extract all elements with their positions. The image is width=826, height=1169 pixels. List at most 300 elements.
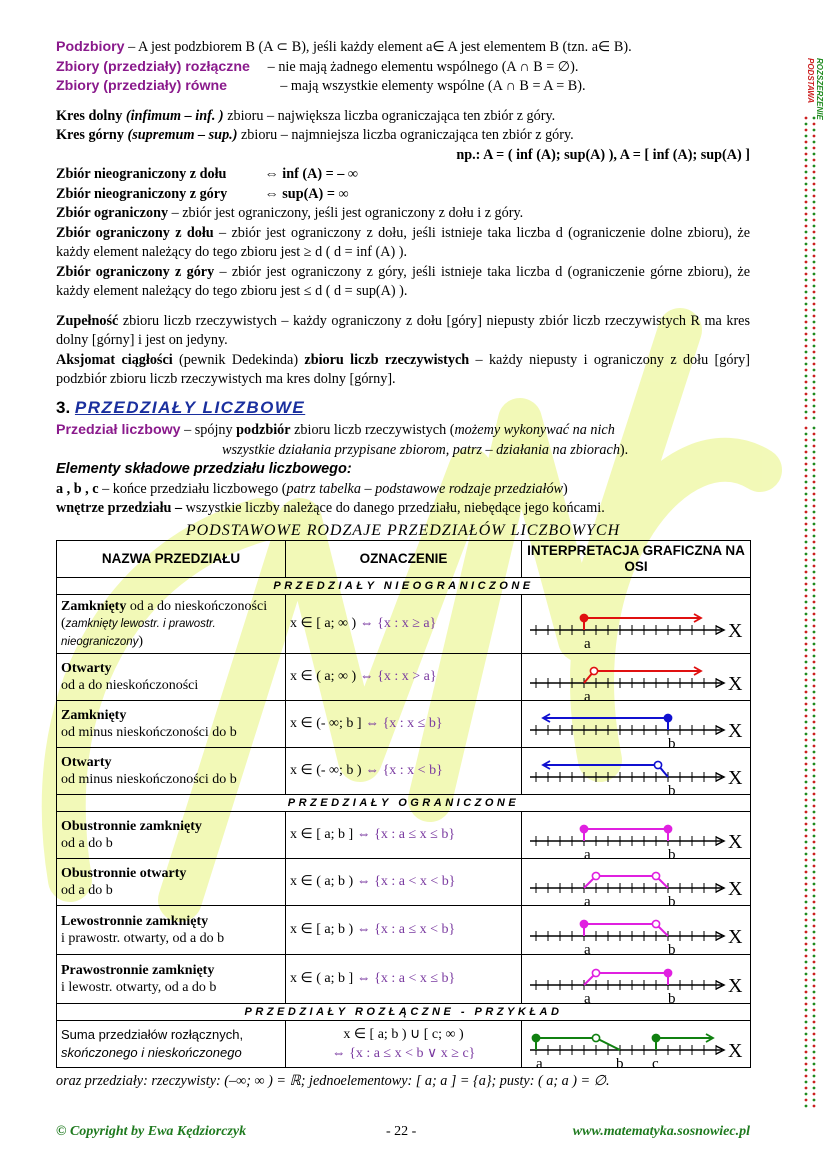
side-dot (805, 985, 808, 988)
side-dot (805, 781, 808, 784)
side-dot (813, 547, 816, 550)
side-dot (813, 1009, 816, 1012)
side-dot (805, 159, 808, 162)
axiom-term2: zbioru liczb rzeczywistych (304, 351, 470, 368)
interval-name-desc: skończonego i nieskończonego (61, 1045, 242, 1060)
table-row (57, 859, 751, 906)
side-dot (805, 451, 808, 454)
side-dot (805, 457, 808, 460)
side-dot (813, 387, 816, 390)
disjoint-term: Zbiory (przedziały) rozłączne (56, 58, 250, 75)
footer-website[interactable]: www.matematyka.sosnowiec.pl (572, 1124, 750, 1139)
side-dot (813, 333, 816, 336)
side-dot (805, 1075, 808, 1078)
elements-heading: Elementy składowe przedziału liczbowego: (56, 461, 352, 477)
side-dot (805, 613, 808, 616)
unbounded-below-eq: ⇔ inf (A) = – ∞ (264, 166, 359, 182)
number-line (522, 906, 750, 954)
side-dot (813, 931, 816, 934)
axis-label-x: X (728, 720, 743, 742)
side-label-podstawa: PODSTAWA (806, 58, 815, 104)
side-dot (813, 535, 816, 538)
table-row (57, 812, 751, 859)
interval-notation (286, 906, 522, 955)
interval-condition: ⇔ {x : a ≤ x < b ∨ x ≥ c} (331, 1046, 476, 1061)
side-dot (813, 487, 816, 490)
side-dot (805, 433, 808, 436)
completeness-term: Zupełność (56, 312, 119, 329)
side-dot (805, 261, 808, 264)
interval-name-main: Otwarty (61, 661, 112, 676)
side-dot (805, 463, 808, 466)
interval-symbol: x ∈ [ a; b ) ∪ [ c; ∞ ) (343, 1026, 464, 1042)
interval-name-desc: i prawostr. otwarty, od a do b (61, 931, 225, 946)
ends-end: ) (563, 480, 568, 497)
side-dot (805, 249, 808, 252)
side-dot (805, 547, 808, 550)
side-dot (805, 165, 808, 168)
interval-notation (286, 1021, 522, 1068)
ends-italic: patrz tabelka – podstawowe rodzaje przedziałów (286, 480, 563, 497)
bounded-term: Zbiór ograniczony (56, 205, 169, 221)
bounded-above-term: Zbiór ograniczony z góry (56, 263, 215, 280)
side-dot (805, 399, 808, 402)
interval-condition: ⇔ {x : a < x < b} (356, 874, 456, 890)
side-dot (813, 889, 816, 892)
side-dot (805, 793, 808, 796)
side-dot (813, 1093, 816, 1096)
interval-name-desc: od a do nieskończoności ( (61, 598, 268, 631)
bounded-below-text: – zbiór jest ograniczony z dołu, jeśli istnieje taka liczba d (ograniczenie dolne zbioru), że każdy element należący do tego zbioru jest ≥ d ( d = inf (A) ). (56, 224, 750, 260)
side-dot (813, 469, 816, 472)
side-dot (805, 973, 808, 976)
side-dot (813, 141, 816, 144)
side-dot (813, 661, 816, 664)
side-dot (813, 685, 816, 688)
side-dot (813, 775, 816, 778)
label-a: a (584, 636, 591, 652)
number-line (522, 654, 750, 700)
side-dot (813, 117, 816, 120)
side-dot (813, 297, 816, 300)
side-dot (813, 955, 816, 958)
side-dot (805, 267, 808, 270)
side-label-rozszerzenie: ROZSZERZENIE (815, 58, 824, 120)
side-dot (805, 703, 808, 706)
side-dot (805, 1015, 808, 1018)
side-dot (805, 195, 808, 198)
bounded-above-para (56, 263, 750, 302)
side-dot (805, 841, 808, 844)
footer (56, 1124, 750, 1140)
label-a: a (584, 894, 591, 905)
interval-name-main: Prawostronnie zamknięty (61, 963, 215, 978)
label-b: b (668, 736, 676, 747)
interval-name (57, 701, 286, 748)
side-dot (805, 213, 808, 216)
side-dot (805, 619, 808, 622)
side-dot (813, 411, 816, 414)
inf-term: Kres dolny (56, 107, 123, 124)
interval-condition: ⇔ {x : x ≥ a} (359, 616, 437, 632)
side-dot (813, 351, 816, 354)
side-dot (805, 309, 808, 312)
side-dot (813, 937, 816, 940)
ends-line (56, 480, 750, 500)
side-dot (805, 643, 808, 646)
side-dot (813, 721, 816, 724)
interval-notation (286, 654, 522, 701)
side-dot (813, 255, 816, 258)
side-dot (805, 895, 808, 898)
side-dot (813, 231, 816, 234)
interval-notation (286, 701, 522, 748)
side-dot (813, 901, 816, 904)
side-dot (805, 171, 808, 174)
side-dot (805, 799, 808, 802)
side-dot (813, 475, 816, 478)
side-dot (813, 589, 816, 592)
side-dot (805, 141, 808, 144)
interval-bold: podzbiór (236, 422, 291, 438)
equal-term: Zbiory (przedziały) równe (56, 78, 228, 94)
side-dot (813, 523, 816, 526)
side-dot (813, 273, 816, 276)
side-dot (813, 883, 816, 886)
side-dot (805, 565, 808, 568)
interval-name-desc: od minus nieskończoności do b (61, 772, 237, 787)
side-dot (805, 691, 808, 694)
side-dot (805, 147, 808, 150)
axis-label-x: X (728, 620, 743, 642)
axiom-term: Aksjomat ciągłości (56, 351, 173, 368)
side-dot (813, 291, 816, 294)
side-dot (805, 321, 808, 324)
side-dot (813, 919, 816, 922)
side-dot (813, 267, 816, 270)
table-section-row (57, 1004, 751, 1021)
side-dot (813, 751, 816, 754)
side-dot (813, 541, 816, 544)
interval-condition: ⇔ {x : x > a} (359, 669, 437, 685)
bounded-below-para (56, 224, 750, 263)
interval-graphic (522, 1021, 751, 1068)
side-dot (805, 1099, 808, 1102)
table-row (57, 654, 751, 701)
side-dot (813, 553, 816, 556)
side-dot (805, 1051, 808, 1054)
table-row (57, 906, 751, 955)
completeness-text: zbioru liczb rzeczywistych – każdy ograniczony z dołu [góry] niepusty zbiór liczb rzeczywistych R ma kres dolny [górny] i jest on jedyny. (56, 312, 751, 348)
side-dot (805, 721, 808, 724)
side-dot (813, 769, 816, 772)
section-label: PRZEDZIAŁY OGRANICZONE (57, 795, 751, 812)
side-dot (805, 685, 808, 688)
axis-label-x: X (728, 878, 743, 900)
side-dot (805, 297, 808, 300)
endpoint-closed (580, 614, 587, 621)
side-dot (805, 417, 808, 420)
sup-text: zbioru – najmniejsza liczba ograniczająca ten zbiór z góry. (241, 127, 574, 143)
side-dot (813, 219, 816, 222)
example-line: np.: A = ( inf (A); sup(A) ), A = [ inf (A); sup(A) ] (456, 146, 750, 163)
union-segment-ab (536, 1038, 620, 1050)
side-dot (805, 883, 808, 886)
side-dot (805, 865, 808, 868)
disjoint-line (56, 58, 750, 78)
side-dot (813, 445, 816, 448)
side-dot (813, 565, 816, 568)
table-row (57, 1021, 751, 1068)
side-dot (813, 619, 816, 622)
side-dot (805, 919, 808, 922)
side-dot (813, 159, 816, 162)
endpoint-b-open (652, 920, 659, 927)
side-dot (805, 745, 808, 748)
side-dot (813, 859, 816, 862)
endpoint-closed (664, 714, 671, 721)
side-dot (805, 751, 808, 754)
side-dot (813, 303, 816, 306)
side-dot (813, 339, 816, 342)
interior-term: wnętrze przedziału – (56, 500, 183, 516)
endpoint-b-open (592, 1034, 599, 1041)
side-dot (813, 481, 816, 484)
side-dot (805, 505, 808, 508)
endpoint-b-closed (664, 969, 671, 976)
side-dot (805, 123, 808, 126)
side-dot (813, 787, 816, 790)
endpoint-a-open (592, 969, 599, 976)
side-dot (813, 529, 816, 532)
side-dot (813, 757, 816, 760)
inf-line (56, 107, 750, 127)
side-dot (813, 679, 816, 682)
side-dot (805, 967, 808, 970)
number-line (522, 595, 750, 653)
side-dot (813, 715, 816, 718)
axis-label-x: X (728, 767, 743, 789)
intervals-table (56, 540, 751, 1068)
side-dot (813, 511, 816, 514)
side-dot (813, 667, 816, 670)
unbounded-above-eq: ⇔ sup(A) = ∞ (264, 185, 349, 202)
side-dot (813, 225, 816, 228)
footer-copyright: © Copyright by Ewa Kędziorczyk (56, 1124, 247, 1139)
interval-symbol: x ∈ ( a; b ] (290, 971, 354, 987)
side-dot (805, 237, 808, 240)
side-dot (805, 775, 808, 778)
side-dot (805, 1033, 808, 1036)
subset-text: – A jest podzbiorem B (A ⊂ B), jeśli każdy element a∈ A jest elementem B (tzn. a∈ B). (128, 39, 632, 55)
side-dot (813, 285, 816, 288)
side-dot (805, 757, 808, 760)
side-dot (813, 805, 816, 808)
bottom-line: oraz przedziały: rzeczywisty: (–∞; ∞ ) = ℝ; jednoelementowy: [ a; a ] = {a}; pusty: ( a; a ) = ∅. (56, 1073, 610, 1089)
side-level-markers (800, 28, 826, 1113)
side-dot (805, 829, 808, 832)
table-section-row (57, 578, 751, 595)
label-b: b (668, 894, 676, 905)
side-dot (805, 877, 808, 880)
subset-line (56, 38, 750, 58)
number-line (522, 748, 750, 794)
sup-paren: (supremum – sup.) (127, 127, 238, 143)
side-dot (813, 967, 816, 970)
side-dot (813, 321, 816, 324)
side-dot (813, 961, 816, 964)
side-dot (813, 847, 816, 850)
side-dot (805, 1021, 808, 1024)
side-dot (813, 213, 816, 216)
side-dot (813, 1087, 816, 1090)
interval-condition: ⇔ {x : a ≤ x ≤ b} (356, 827, 456, 843)
bounded-below-term: Zbiór ograniczony z dołu (56, 224, 214, 241)
side-dot (805, 913, 808, 916)
side-dot (805, 303, 808, 306)
interval-notation (286, 812, 522, 859)
side-dot (805, 715, 808, 718)
side-dot (805, 805, 808, 808)
interval-name-main: Suma przedziałów rozłącznych, (61, 1027, 244, 1042)
label-b: b (668, 991, 676, 1003)
side-dot (813, 823, 816, 826)
side-dot (805, 961, 808, 964)
side-dot (813, 417, 816, 420)
side-dot (813, 727, 816, 730)
side-dot (805, 345, 808, 348)
side-dot (813, 571, 816, 574)
side-dot (805, 847, 808, 850)
interval-name-desc: od minus nieskończoności do b (61, 725, 237, 740)
interval-symbol: x ∈ ( a; ∞ ) (290, 669, 357, 685)
header-name: NAZWA PRZEDZIAŁU (57, 541, 286, 578)
side-dot (805, 1039, 808, 1042)
side-dot (805, 405, 808, 408)
side-dot (805, 135, 808, 138)
side-dot (813, 583, 816, 586)
side-dot (805, 1105, 808, 1108)
side-dot (805, 1093, 808, 1096)
side-dot (813, 709, 816, 712)
interval-graphic (522, 654, 751, 701)
number-line (522, 859, 750, 905)
interval-name-main: Zamknięty (61, 598, 127, 614)
endpoint-c-closed (652, 1034, 659, 1041)
side-dot (805, 1027, 808, 1030)
side-dot (813, 1081, 816, 1084)
axiom-paren: (pewnik Dedekinda) (179, 351, 299, 368)
side-dot (813, 577, 816, 580)
footer-page-number: - 22 - (386, 1124, 417, 1139)
side-dot (805, 559, 808, 562)
side-dot (805, 739, 808, 742)
side-dot (805, 853, 808, 856)
side-dot (813, 601, 816, 604)
side-dot (813, 1015, 816, 1018)
side-dot (813, 135, 816, 138)
side-dot (805, 667, 808, 670)
interval-graphic (522, 955, 751, 1004)
interval-term: Przedział liczbowy (56, 422, 181, 438)
side-dot (813, 357, 816, 360)
side-dot (805, 1063, 808, 1066)
axiom-para (56, 351, 750, 390)
side-dot (805, 315, 808, 318)
side-dot (813, 243, 816, 246)
endpoint-a-closed (532, 1034, 539, 1041)
side-dot (813, 865, 816, 868)
axis-label-x: X (728, 831, 743, 853)
interval-notation (286, 748, 522, 795)
side-dot (805, 649, 808, 652)
axis-label-x: X (728, 673, 743, 695)
interval-ray (544, 718, 668, 730)
side-dot (805, 631, 808, 634)
side-dot (813, 703, 816, 706)
table-title: PODSTAWOWE RODZAJE PRZEDZIAŁÓW LICZBOWYCH (185, 521, 621, 539)
interval-symbol: x ∈ (- ∞; b ) (290, 763, 362, 779)
side-dot (805, 439, 808, 442)
side-dot (805, 153, 808, 156)
side-dot (813, 739, 816, 742)
interval-condition: ⇔ {x : x < b} (365, 763, 443, 779)
side-dot (805, 183, 808, 186)
endpoint-a-open (592, 872, 599, 879)
side-dot (805, 901, 808, 904)
side-dot (805, 979, 808, 982)
interval-name-main: Zamknięty (61, 708, 127, 723)
side-dot (805, 393, 808, 396)
side-dot (805, 655, 808, 658)
side-dot (805, 601, 808, 604)
side-dot (805, 991, 808, 994)
side-dot (813, 189, 816, 192)
side-dot (813, 607, 816, 610)
table-section-row (57, 795, 751, 812)
interval-ray (544, 765, 668, 777)
side-dot (805, 1069, 808, 1072)
side-dot (813, 1099, 816, 1102)
side-dot (813, 345, 816, 348)
interval-name-close: ) (138, 633, 144, 649)
side-dot (805, 517, 808, 520)
table-header-row (57, 541, 751, 578)
side-dot (805, 835, 808, 838)
interval-graphic (522, 812, 751, 859)
unbounded-above-term: Zbiór nieograniczony z góry (56, 185, 228, 202)
side-dot (805, 997, 808, 1000)
side-dot (805, 469, 808, 472)
label-a: a (584, 689, 591, 700)
interval-name-main: Obustronnie zamknięty (61, 819, 202, 834)
table-row (57, 955, 751, 1004)
side-dot (813, 649, 816, 652)
side-dot (805, 351, 808, 354)
side-dot (805, 583, 808, 586)
side-dot (805, 1009, 808, 1012)
side-dot (805, 1045, 808, 1048)
side-dot (805, 273, 808, 276)
side-dot (813, 733, 816, 736)
label-c: c (652, 1056, 659, 1067)
side-dot (813, 637, 816, 640)
side-dot (805, 225, 808, 228)
side-dot (813, 1039, 816, 1042)
side-dot (805, 589, 808, 592)
side-dot (813, 1051, 816, 1054)
side-dot (805, 859, 808, 862)
